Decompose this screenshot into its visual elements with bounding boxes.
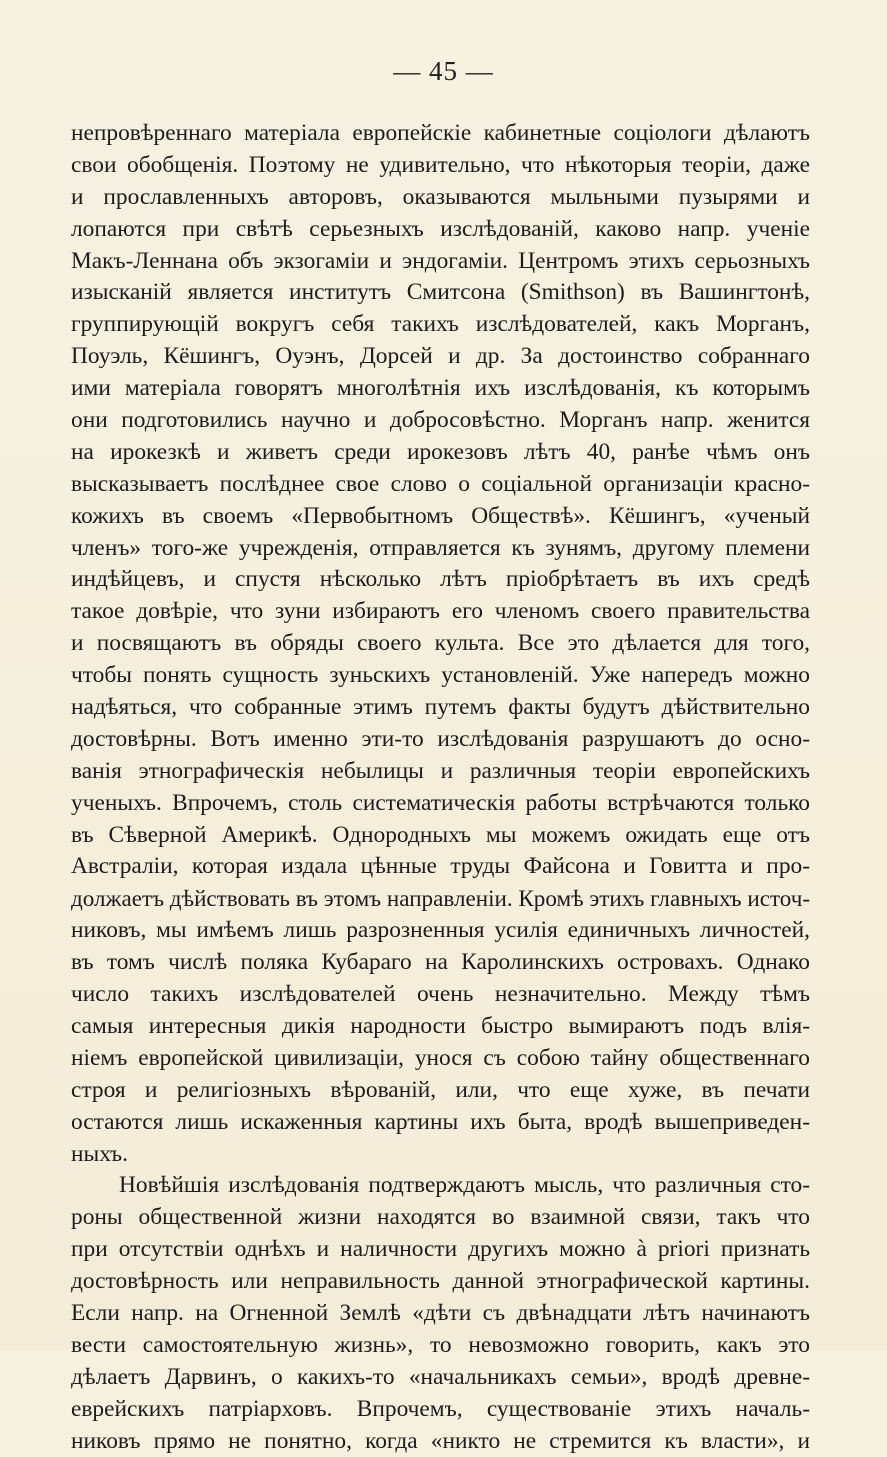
text-line: самыя интересныя дикія народности быстро вымираютъ подъ влія- xyxy=(71,1012,810,1039)
text-line: и прославленныхъ авторовъ, оказываются мыльными пузырями и xyxy=(71,183,810,210)
text-line: они подготовились научно и добросовѣстно. Морганъ напр. женится xyxy=(71,407,810,434)
text-line: лопаются при свѣтѣ серьезныхъ изслѣдованій, каково напр. ученіе xyxy=(71,215,810,242)
text-line: должаетъ дѣйствовать въ этомъ направленіи. Кромѣ этихъ главныхъ источ- xyxy=(71,885,811,912)
text-line: кожихъ въ своемъ «Первобытномъ Обществѣ». Кёшингъ, «ученый xyxy=(71,502,810,529)
text-line: въ Сѣверной Америкѣ. Однородныхъ мы можемъ ожидать еще отъ xyxy=(71,821,810,848)
text-line: вести самостоятельную жизнь», то невозможно говорить, какъ это xyxy=(71,1331,810,1358)
text-line: членъ» того-же учрежденія, отправляется къ зунямъ, другому племени xyxy=(71,534,810,561)
text-line: ученыхъ. Впрочемъ, столь систематическія работы встрѣчаются только xyxy=(71,789,810,816)
text-line: дѣлаетъ Дарвинъ, о какихъ-то «начальникахъ семьи», вродѣ древне- xyxy=(71,1363,810,1390)
text-line: непровѣреннаго матеріала европейскіе кабинетные соціологи дѣлаютъ xyxy=(71,120,810,146)
text-line: достовѣрны. Вотъ именно эти-то изслѣдованія разрушаютъ до осно- xyxy=(71,725,810,752)
text-line: остаются лишь искаженныя картины ихъ быта, вродѣ вышеприведен- xyxy=(71,1108,810,1135)
text-line: ніемъ европейской цивилизаціи, унося съ собою тайну общественнаго xyxy=(71,1044,810,1071)
text-line: число такихъ изслѣдователей очень незначительно. Между тѣмъ xyxy=(71,981,810,1008)
text-line: никовъ прямо не понятно, когда «никто не стремится къ власти», и xyxy=(71,1427,810,1454)
text-line: никовъ, мы имѣемъ лишь разрозненныя усилія единичныхъ личностей, xyxy=(71,917,810,944)
text-line: свои обобщенія. Поэтому не удивительно, что нѣкоторыя теоріи, даже xyxy=(71,151,810,178)
text-line: надѣяться, что собранные этимъ путемъ факты будутъ дѣйствительно xyxy=(71,694,810,721)
text-line: изысканій является институтъ Смитсона (Smithson) въ Вашингтонѣ, xyxy=(71,279,810,306)
text-line: Австраліи, которая издала цѣнные труды Файсона и Говитта и про- xyxy=(71,853,810,880)
text-line: роны общественной жизни находятся во взаимной связи, такъ что xyxy=(71,1204,810,1231)
text-line: чтобы понять сущность зуньскихъ установленій. Уже напередъ можно xyxy=(71,662,810,689)
text-line: ныхъ. xyxy=(71,1140,128,1167)
text-line: Новѣйшія изслѣдованія подтверждаютъ мысль, что различныя сто- xyxy=(119,1172,810,1199)
text-line: въ томъ числѣ поляка Кубараго на Каролинскихъ островахъ. Однако xyxy=(71,949,810,976)
text-line: высказываетъ послѣднее свое слово о соціальной организаціи красно- xyxy=(71,470,810,497)
text-line: при отсутствіи однѣхъ и наличности другихъ можно à priori признать xyxy=(71,1236,810,1263)
text-line: группирующій вокругъ себя такихъ изслѣдователей, какъ Морганъ, xyxy=(71,311,810,338)
text-line: ими матеріала говорятъ многолѣтнія ихъ изслѣдованія, къ которымъ xyxy=(71,375,810,402)
text-line: индѣйцевъ, и спустя нѣсколько лѣтъ пріобрѣтаетъ въ ихъ средѣ xyxy=(71,566,810,593)
text-line: достовѣрность или неправильность данной этнографической картины. xyxy=(71,1268,810,1295)
text-line: Макъ-Леннана объ экзогаміи и эндогаміи. Центромъ этихъ серьозныхъ xyxy=(71,247,810,274)
text-line: еврейскихъ патріарховъ. Впрочемъ, существованіе этихъ началь- xyxy=(71,1395,810,1422)
text-line: строя и религіозныхъ вѣрованій, или, что еще хуже, въ печати xyxy=(71,1076,810,1103)
page-number: — 45 — xyxy=(393,56,494,86)
text-line: на ирокезкѣ и живетъ среди ирокезовъ лѣтъ 40, ранѣе чѣмъ онъ xyxy=(71,438,810,465)
text-line: такое довѣріе, что зуни избираютъ его членомъ своего правительства xyxy=(71,598,810,625)
body-text xyxy=(71,118,810,1457)
text-line: и посвящаютъ въ обряды своего культа. Все это дѣлается для того, xyxy=(71,630,810,657)
text-line: Поуэль, Кёшингъ, Оуэнъ, Дорсей и др. За достоинство собраннаго xyxy=(71,343,810,370)
text-line: ванія этнографическія небылицы и различныя теоріи европейскихъ xyxy=(71,757,810,784)
text-line: Если напр. на Огненной Землѣ «дѣти съ двѣнадцати лѣтъ начинаютъ xyxy=(71,1299,810,1326)
